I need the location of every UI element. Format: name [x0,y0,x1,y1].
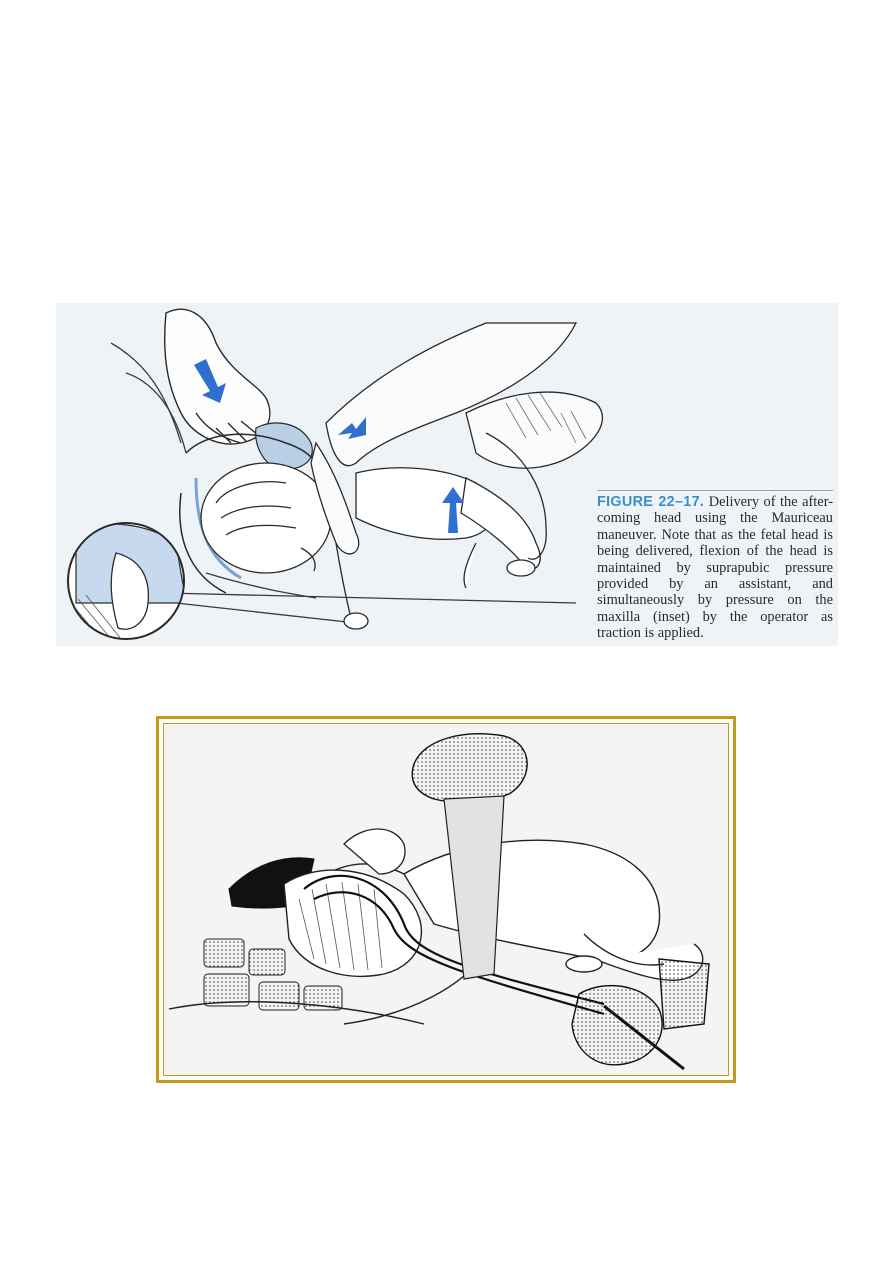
caption-label: FIGURE 22–17. [597,494,705,510]
forceps-drawing [164,724,729,1076]
figure-caption [597,494,833,642]
forceps-drawing-panel [163,723,729,1076]
inset-circle [68,523,186,639]
upper-hand [412,734,527,802]
figure-mauriceau-illustration [56,303,838,646]
caption-rule [597,490,833,491]
suprapubic-pad [256,423,313,469]
fetal-head [284,870,421,976]
assistant-hand [165,309,270,444]
caption-text: Delivery of the after-coming head using the Mauriceau maneuver. Note that as the fetal head is being delivered, flexion of the head is maintained by suprapubic pressure provided by an assistant, and simultaneously by pressure on the maxilla (inset) by the operator as traction is applied. [597,494,833,642]
fetal-head [201,463,331,573]
figure-forceps-illustration [156,716,736,1083]
